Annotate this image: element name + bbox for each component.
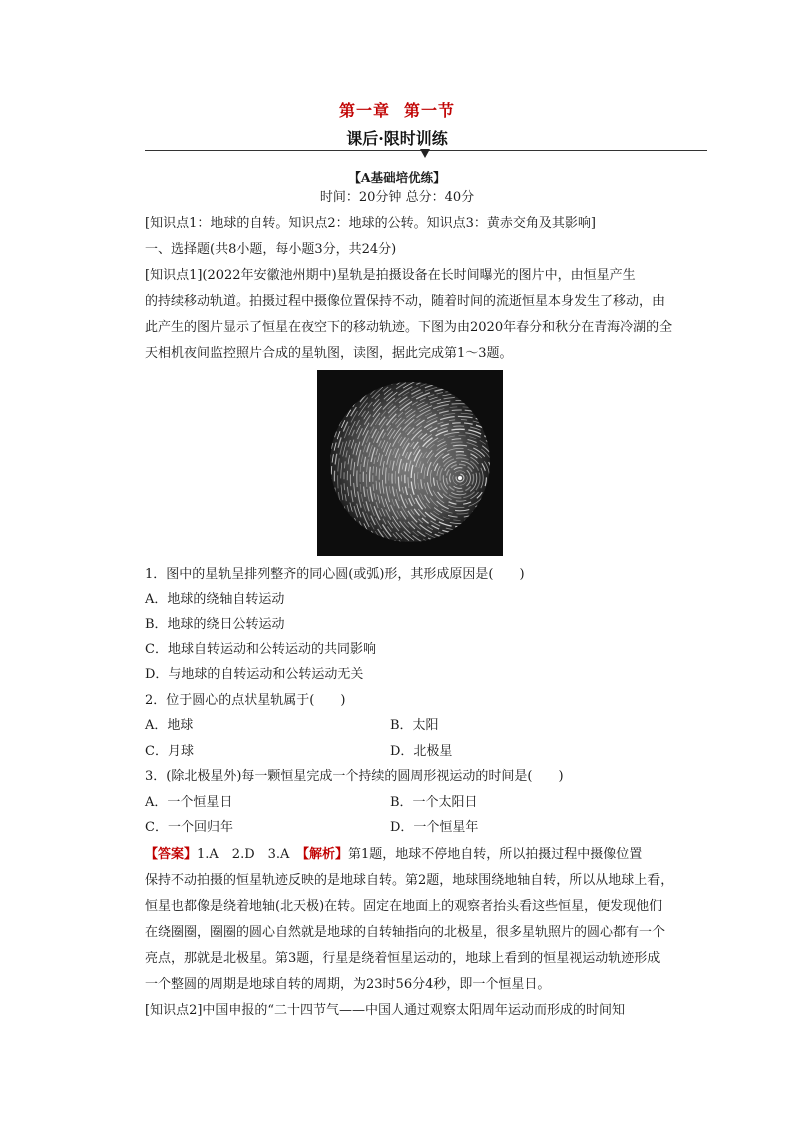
q2-option-c[interactable]: C．月球 <box>145 744 194 759</box>
q3-option-d[interactable]: D．一个恒星年 <box>390 820 479 835</box>
analysis-line: 恒星也都像是绕着地轴(北天极)在转。固定在地面上的观察者抬头看这些恒星，便发现他们 <box>145 899 663 914</box>
q1-option-a[interactable]: A．地球的绕轴自转运动 <box>145 592 285 607</box>
analysis-line: 亮点，那就是北极星。第3题，行星是绕着恒星运动的，地球上看到的恒星视运动轨迹形成 <box>145 951 661 966</box>
q1-option-c[interactable]: C．地球自转运动和公转运动的共同影响 <box>145 642 376 657</box>
time-info: 时间：20分钟 总分：40分 <box>319 190 475 205</box>
chapter-label: 第一章 <box>338 101 390 120</box>
question-3-stem: 3．(除北极星外)每一颗恒星完成一个持续的圆周形视运动的时间是( ) <box>145 769 564 784</box>
q1-option-b[interactable]: B．地球的绕日公转运动 <box>145 617 285 632</box>
analysis-line: 在绕圈圈，圈圈的圆心自然就是地球的自转轴指向的北极星，很多星轨照片的圆心都有一个 <box>145 925 666 940</box>
divider-arrow-icon <box>420 149 430 158</box>
answer-tag: 【答案】 <box>145 847 198 862</box>
q2-option-a[interactable]: A．地球 <box>145 718 194 733</box>
q1-option-d[interactable]: D．与地球的自转运动和公转运动无关 <box>145 667 364 682</box>
star-trail-photo <box>317 370 503 556</box>
answer-line <box>145 842 705 868</box>
question-2-stem: 2．位于圆心的点状星轨属于( ) <box>145 693 346 708</box>
star-trail-icon <box>317 370 503 556</box>
section-label: 第一节 <box>404 101 456 120</box>
passage-line: 天相机夜间监控照片合成的星轨图，读图，据此完成第1～3题。 <box>145 346 513 361</box>
analysis-tag: 【解析】 <box>302 847 348 862</box>
q3-option-c[interactable]: C．一个回归年 <box>145 820 233 835</box>
passage-line: 此产生的图片显示了恒星在夜空下的移动轨迹。下图为由2020年春分和秋分在青海冷湖的全 <box>145 320 673 335</box>
q2-option-b[interactable]: B．太阳 <box>390 718 439 733</box>
level-title: 【A基础培优练】 <box>348 170 446 185</box>
page-subtitle: 课后·限时训练 <box>346 129 448 148</box>
analysis-line: 一个整圆的周期是地球自转的周期，为23时56分4秒，即一个恒星日。 <box>145 977 551 992</box>
passage-line: 的持续移动轨道。拍摄过程中摄像位置保持不动，随着时间的流逝恒星本身发生了移动，由 <box>145 294 666 309</box>
q3-option-a[interactable]: A．一个恒星日 <box>145 795 233 810</box>
q2-option-d[interactable]: D．北极星 <box>390 744 453 759</box>
passage-line: [知识点1](2022年安徽池州期中)星轨是拍摄设备在长时间曝光的图片中，由恒星产生 <box>145 268 636 283</box>
q3-option-b[interactable]: B．一个太阳日 <box>390 795 478 810</box>
answer-keys: 1.A 2.D 3.A <box>197 847 303 862</box>
knowledge-points: [知识点1：地球的自转。知识点2：地球的公转。知识点3：黄赤交角及其影响] <box>145 216 596 231</box>
question-1-stem: 1．图中的星轨呈排列整齐的同心圆(或弧)形，其形成原因是( ) <box>145 567 525 582</box>
next-passage-line: [知识点2]中国申报的“二十四节气——中国人通过观察太阳周年运动而形成的时间知 <box>145 1003 626 1018</box>
part-title: 一、选择题(共8小题，每小题3分，共24分) <box>145 242 397 257</box>
chapter-heading <box>0 98 794 121</box>
analysis-line: 保持不动拍摄的恒星轨迹反映的是地球自转。第2题，地球围绕地轴自转，所以从地球上看， <box>145 873 674 888</box>
analysis-text: 第1题，地球不停地自转，所以拍摄过程中摄像位置 <box>347 847 643 862</box>
